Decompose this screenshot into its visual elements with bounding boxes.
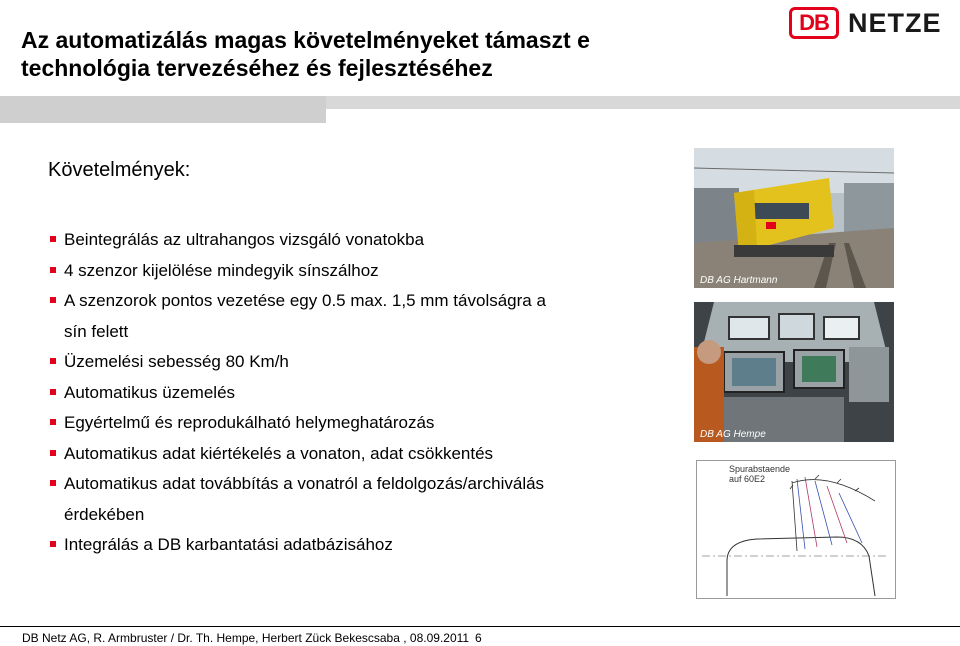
bullet-square-icon [50,419,56,425]
list-item [48,347,668,378]
header-bar-right [326,96,960,109]
bullet-text: Integrálás a DB karbantatási adatbázisához [64,535,393,554]
bullet-square-icon [50,358,56,364]
drawing-label-line-1: Spurabstaende [729,464,791,474]
list-item [48,469,668,530]
bullet-text-continuation: érdekében [64,504,145,524]
requirements-heading: Követelmények: [48,159,191,181]
control-cabin-photo [694,302,894,442]
db-logo-box: DB [789,7,839,39]
drawing-label-line-2: auf 60E2 [729,474,766,484]
rail-profile-sketch [697,461,895,598]
footer-text: DB Netz AG, R. Armbruster / Dr. Th. Hempe, Herbert Zück Bekescsaba , 08.09.2011 [22,631,470,645]
list-item [48,530,668,561]
bullet-square-icon [50,297,56,303]
bullet-text: Automatikus adat kiértékelés a vonaton, adat csökkentés [64,443,494,463]
bullet-text: Egyértelmű és reprodukálható helymeghatározás [64,413,435,432]
bullet-square-icon [50,480,56,486]
bullet-square-icon [50,389,56,395]
footer-divider [0,626,960,627]
requirements-list [48,225,668,561]
drawing-label [729,464,790,484]
list-item [48,225,668,256]
list-item [48,256,668,287]
bullet-square-icon [50,267,56,273]
train-photo-caption: DB AG Hartmann [700,275,778,286]
list-item [48,378,668,409]
bullet-text-continuation: sín felett [64,321,129,341]
control-cabin-illustration [694,302,894,442]
bullet-text: Üzemelési sebesség 80 Km/h [64,352,289,371]
bullet-square-icon [50,236,56,242]
list-item [48,439,668,470]
train-photo [694,148,894,288]
rail-profile-drawing [696,460,896,599]
bullet-text: Automatikus üzemelés [64,382,236,402]
bullet-text: 4 szenzor kijelölése mindegyik sínszálhoz [64,260,379,280]
bullet-square-icon [50,541,56,547]
netze-wordmark: NETZE [848,8,942,38]
page-number: 6 [475,631,482,645]
bullet-text: Automatikus adat továbbítás a vonatról a feldolgozás/archiválás [64,474,545,493]
control-cabin-caption: DB AG Hempe [700,429,766,440]
header-bar-left [0,96,326,123]
train-illustration [694,148,894,288]
slide-title: Az automatizálás magas követelményeket támaszt e technológia tervezéséhez és fejlesztéséhez [21,27,590,81]
bullet-text: Beintegrálás az ultrahangos vizsgáló vonatokba [64,230,425,249]
list-item [48,286,668,347]
list-item [48,408,668,439]
bullet-text: A szenzorok pontos vezetése egy 0.5 max. 1,5 mm távolságra a [64,291,546,310]
bullet-square-icon [50,450,56,456]
db-netze-logo [789,7,944,41]
